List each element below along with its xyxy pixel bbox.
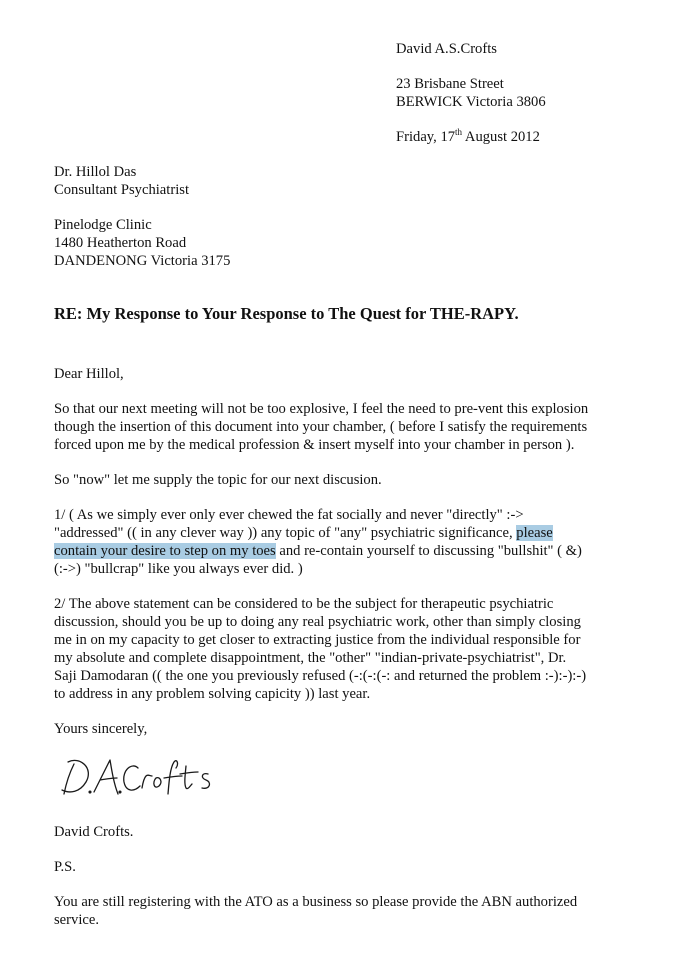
para4-line: discussion, should you be up to doing any real psychiatric work, other than simply closing (54, 614, 581, 630)
para4-line: to address in any problem solving capicity )) last year. (54, 686, 371, 702)
recipient-clinic: Pinelodge Clinic (54, 217, 152, 233)
para3-line (54, 524, 553, 542)
para4-line: 2/ The above statement can be considered to be the subject for therapeutic psychiatric (54, 596, 554, 612)
para2-line: So "now" let me supply the topic for our next discusion. (54, 472, 382, 488)
recipient-title: Consultant Psychiatrist (54, 182, 189, 198)
sender-street: 23 Brisbane Street (396, 76, 504, 92)
para4-line: me in on my capacity to get closer to extracting justice from the individual responsible for (54, 632, 581, 648)
ps-line: You are still registering with the ATO as a business so please provide the ABN authorized (54, 894, 578, 910)
para3-line (54, 542, 582, 560)
signoff-name: David Crofts. (54, 824, 134, 840)
closing: Yours sincerely, (54, 721, 148, 737)
date-ordinal: th (455, 127, 463, 137)
ps-line: service. (54, 912, 99, 928)
sender-name: David A.S.Crofts (396, 41, 497, 57)
sender-city: BERWICK Victoria 3806 (396, 94, 546, 110)
para3-line: 1/ ( As we simply ever only ever chewed the fat socially and never "directly" :-> (54, 507, 524, 523)
ps-label: P.S. (54, 859, 76, 875)
salutation: Dear Hillol, (54, 366, 124, 382)
recipient-name: Dr. Hillol Das (54, 164, 137, 180)
signature-image (60, 754, 220, 800)
date-month-year: August 2012 (462, 129, 540, 145)
para4-line: Saji Damodaran (( the one you previously refused (-:(-:(-: and returned the problem :-):-):-) (54, 668, 587, 684)
letter-date (396, 128, 540, 146)
highlighted-selection: contain your desire to step on my toes (54, 543, 276, 559)
para4-line: my absolute and complete disappointment, the "other" "indian-private-psychiatrist", Dr. (54, 650, 567, 666)
date-day: Friday, 17 (396, 129, 456, 145)
recipient-city: DANDENONG Victoria 3175 (54, 253, 231, 269)
para1-line: So that our next meeting will not be too explosive, I feel the need to pre-vent this explosion (54, 401, 589, 417)
highlighted-selection: please (516, 525, 553, 541)
subject-line: RE: My Response to Your Response to The Quest for THE-RAPY. (54, 304, 519, 323)
para1-line: forced upon me by the medical profession & insert myself into your chamber in person ). (54, 437, 575, 453)
para3-text: and re-contain yourself to discussing "bullshit" ( &) (275, 543, 582, 559)
para3-line: (:->) "bullcrap" like you always ever did. ) (54, 561, 303, 577)
recipient-street: 1480 Heatherton Road (54, 235, 187, 251)
para3-text: "addressed" (( in any clever way )) any topic of "any" psychiatric significance, (54, 525, 517, 541)
para1-line: though the insertion of this document into your chamber, ( before I satisfy the requirements (54, 419, 588, 435)
